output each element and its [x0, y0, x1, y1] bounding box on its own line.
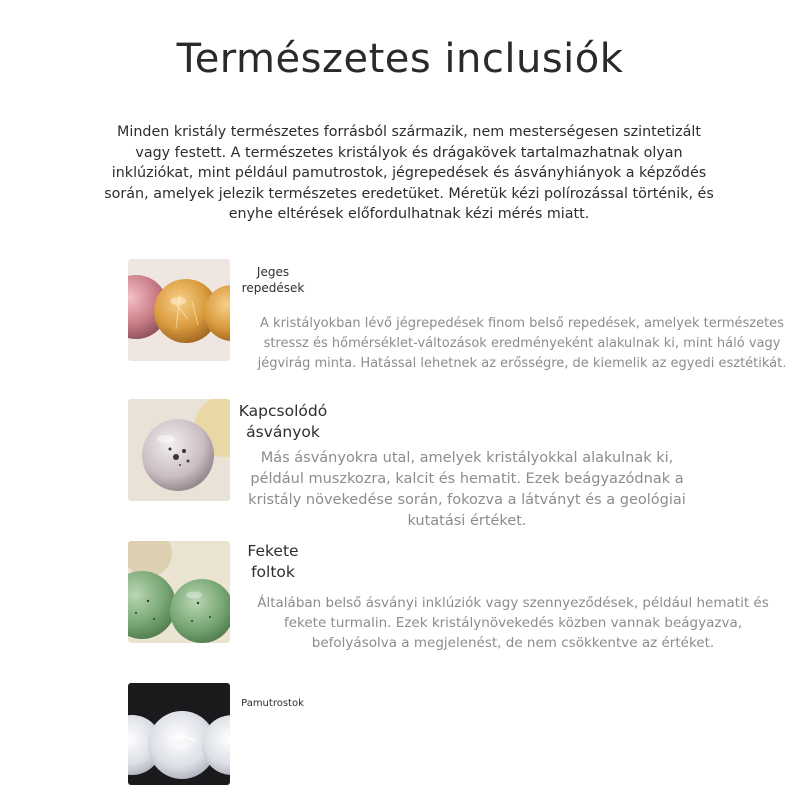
item-description-ice-cracks: A kristályokban lévő jégrepedések finom belső repedések, amelyek természetes stressz és hőmérséklet-változások eredményeként alakulnak ki, mint háló vagy jégvirág minta. Hatással lehetnek az erősségre, de kiemelik az egyedi esztétikát. — [257, 316, 787, 371]
page-title: Természetes inclusiók — [176, 36, 624, 82]
intro-paragraph: Minden kristály természetes forrásból származik, nem mesterségesen szintetizált vagy festett. A természetes kristályok és drágakövek tartalmazhatnak olyan inklúziókat, mint például pamutrostok, jégrepedések és ásványhiányok a képződés során, amelyek jelezik természetes eredetüket. Méretük kézi polírozással történik, és enyhe eltérések előfordulhatnak kézi mérés miatt. — [104, 124, 714, 222]
ice-crack-beads-image — [128, 259, 230, 361]
item-description-associated-minerals: Más ásványokra utal, amelyek kristályokkal alakulnak ki, például muszkozra, kalcit és hematit. Ezek beágyazódnak a kristály növekedése során, fokozva a látványt és a geológiai kutatási értéket. — [248, 450, 686, 529]
mineral-inclusion-bead-image — [128, 399, 230, 501]
black-spots-beads-image — [128, 541, 230, 643]
item-label-associated-minerals: Kapcsolódó ásványok — [238, 402, 328, 441]
cotton-fiber-beads-image — [128, 683, 230, 785]
item-description-black-spots: Általában belső ásványi inklúziók vagy szennyeződések, például hematit és fekete turmalin. Ezek kristálynövekedés közben vannak beágyazva, befolyásolva a megjelenést, de nem csökkentve az értéket. — [257, 595, 769, 651]
item-label-ice-cracks: Jeges repedések — [241, 265, 305, 295]
item-label-cotton-fibers: Pamutrostok — [241, 698, 304, 709]
item-label-black-spots: Fekete foltok — [247, 542, 299, 581]
